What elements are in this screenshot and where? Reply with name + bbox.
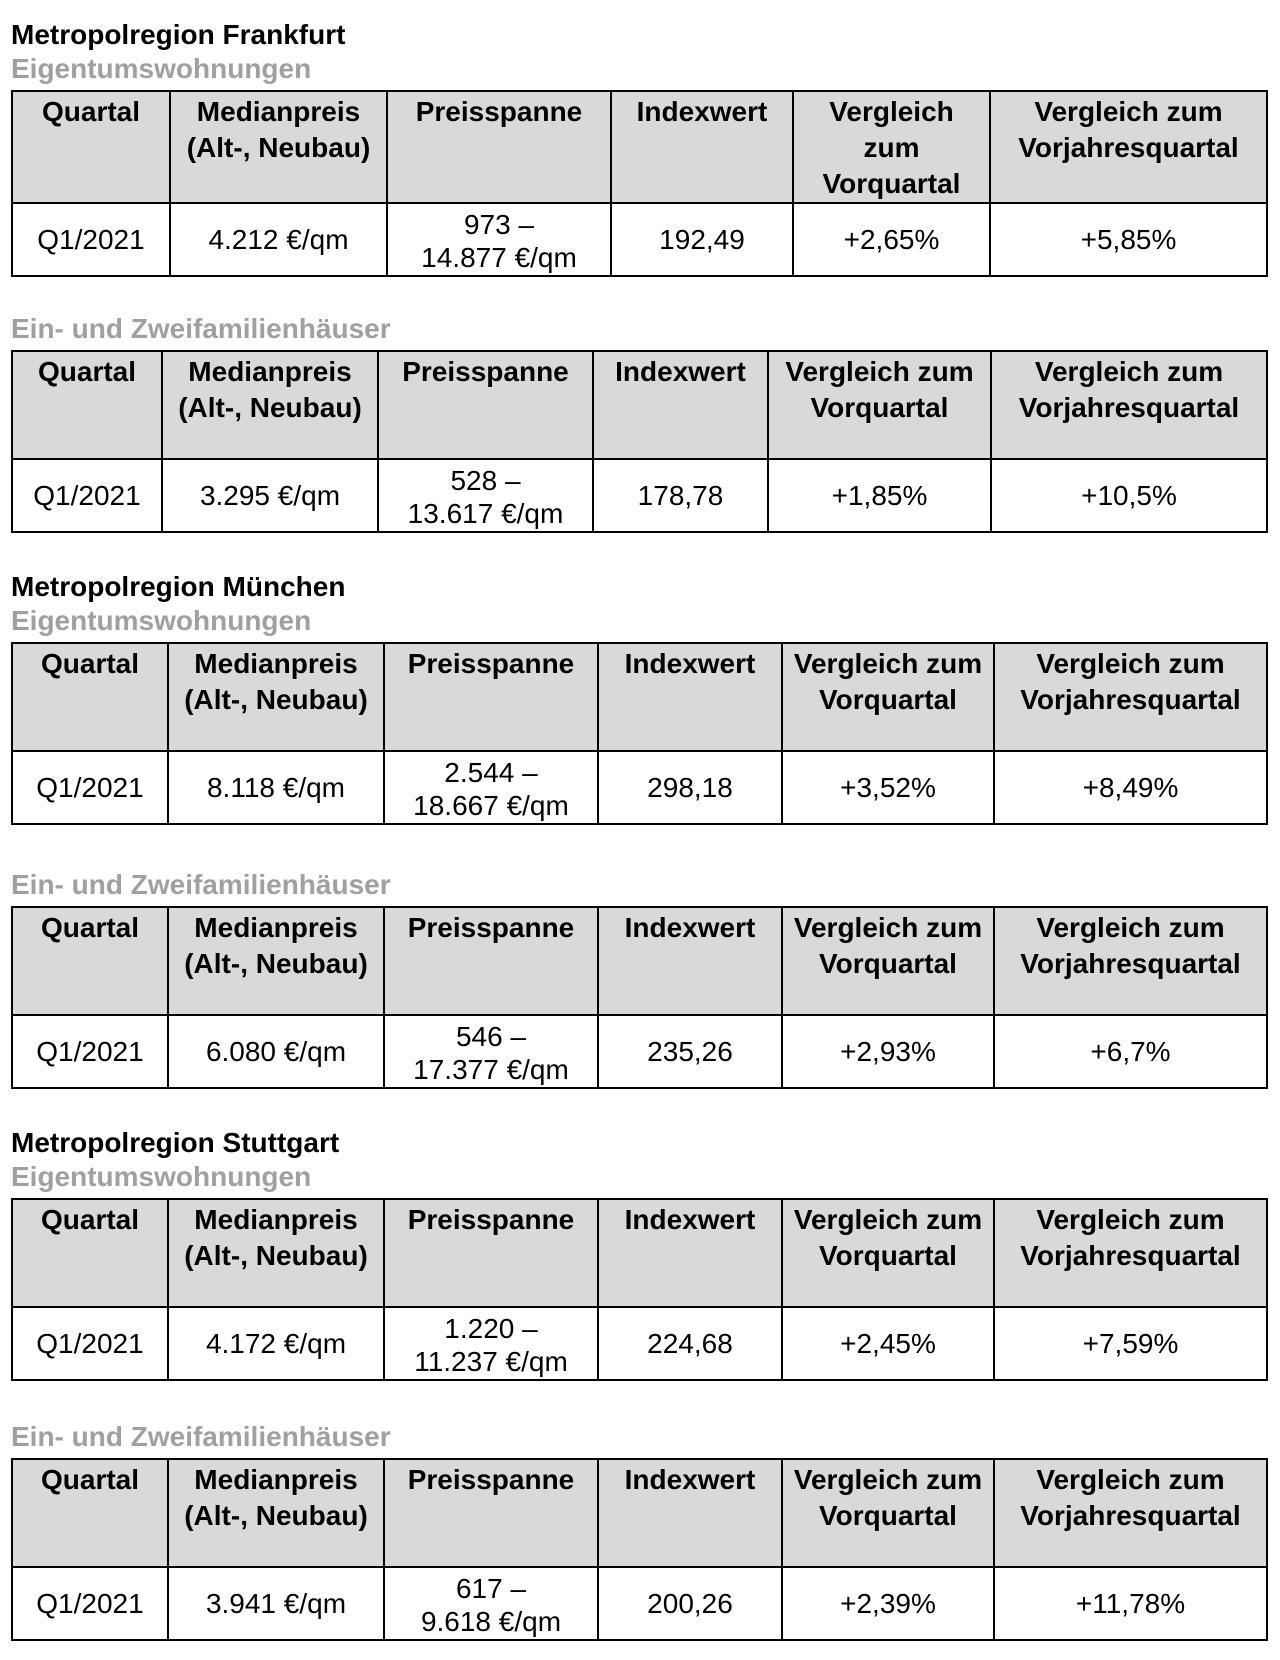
col-header-indexwert: Indexwert <box>598 1199 782 1307</box>
table-muenchen-haeuser <box>11 906 1268 1089</box>
cell-medianpreis: 4.172 €/qm <box>168 1307 384 1380</box>
col-header-medianpreis: Medianpreis (Alt-, Neubau) <box>168 907 384 1015</box>
table-stuttgart-haeuser <box>11 1458 1268 1641</box>
col-header-preisspanne: Preisspanne <box>384 1199 598 1307</box>
header-row <box>12 1199 1267 1307</box>
range-high: 14.877 €/qm <box>421 242 577 273</box>
cell-preisspanne <box>384 1567 598 1640</box>
cell-preisspanne <box>384 751 598 824</box>
range-high: 11.237 €/qm <box>414 1346 568 1377</box>
col-header-vergleich-vorquartal: Vergleich zum Vorquartal <box>782 1459 994 1567</box>
col-header-vergleich-vorquartal: Vergleich zum Vorquartal <box>782 907 994 1015</box>
table-row <box>12 203 1267 276</box>
cell-indexwert: 192,49 <box>611 203 793 276</box>
cell-indexwert: 298,18 <box>598 751 782 824</box>
table-row <box>12 1567 1267 1640</box>
col-header-indexwert: Indexwert <box>598 907 782 1015</box>
cell-medianpreis: 3.295 €/qm <box>162 459 378 532</box>
col-header-medianpreis: Medianpreis (Alt-, Neubau) <box>168 643 384 751</box>
range-high: 17.377 €/qm <box>413 1054 569 1085</box>
col-header-quartal: Quartal <box>12 91 170 203</box>
col-header-preisspanne: Preisspanne <box>384 907 598 1015</box>
col-header-vergleich-vorquartal: Vergleich zum Vorquartal <box>793 91 990 203</box>
col-header-preisspanne: Preisspanne <box>378 351 593 459</box>
cell-vergleich-vorquartal: +2,39% <box>782 1567 994 1640</box>
cell-indexwert: 224,68 <box>598 1307 782 1380</box>
col-header-indexwert: Indexwert <box>598 643 782 751</box>
cell-vergleich-vorjahresquartal: +8,49% <box>994 751 1267 824</box>
region-title-stuttgart: Metropolregion Stuttgart <box>11 1127 340 1158</box>
cell-quartal: Q1/2021 <box>12 751 168 824</box>
cell-quartal: Q1/2021 <box>12 459 162 532</box>
header-row <box>12 91 1267 203</box>
cell-preisspanne <box>384 1307 598 1380</box>
subtitle-stuttgart-wohnungen: Eigentumswohnungen <box>11 1161 312 1192</box>
cell-medianpreis: 3.941 €/qm <box>168 1567 384 1640</box>
table-muenchen-wohnungen <box>11 642 1268 825</box>
table-row <box>12 459 1267 532</box>
cell-vergleich-vorjahresquartal: +5,85% <box>990 203 1267 276</box>
col-header-preisspanne: Preisspanne <box>384 1459 598 1567</box>
col-header-quartal: Quartal <box>12 351 162 459</box>
col-header-preisspanne: Preisspanne <box>387 91 611 203</box>
cell-preisspanne <box>387 203 611 276</box>
range-low: 546 – <box>455 1021 527 1052</box>
col-header-vergleich-vorjahresquartal: Vergleich zum Vorjahresquartal <box>991 351 1267 459</box>
col-header-preisspanne: Preisspanne <box>384 643 598 751</box>
subtitle-muenchen-wohnungen: Eigentumswohnungen <box>11 605 312 636</box>
col-header-indexwert: Indexwert <box>611 91 793 203</box>
cell-indexwert: 200,26 <box>598 1567 782 1640</box>
col-header-vergleich-vorjahresquartal: Vergleich zum Vorjahresquartal <box>994 1459 1267 1567</box>
cell-vergleich-vorquartal: +2,45% <box>782 1307 994 1380</box>
cell-quartal: Q1/2021 <box>12 1307 168 1380</box>
cell-indexwert: 235,26 <box>598 1015 782 1088</box>
region-title-muenchen: Metropolregion München <box>11 571 346 602</box>
range-high: 18.667 €/qm <box>413 790 569 821</box>
cell-preisspanne <box>378 459 593 532</box>
cell-quartal: Q1/2021 <box>12 203 170 276</box>
cell-vergleich-vorquartal: +2,65% <box>793 203 990 276</box>
cell-vergleich-vorquartal: +3,52% <box>782 751 994 824</box>
cell-quartal: Q1/2021 <box>12 1567 168 1640</box>
col-header-vergleich-vorjahresquartal: Vergleich zum Vorjahresquartal <box>990 91 1267 203</box>
col-header-medianpreis: Medianpreis (Alt-, Neubau) <box>162 351 378 459</box>
col-header-quartal: Quartal <box>12 1199 168 1307</box>
col-header-quartal: Quartal <box>12 907 168 1015</box>
range-low: 1.220 – <box>444 1313 538 1344</box>
col-header-quartal: Quartal <box>12 643 168 751</box>
cell-vergleich-vorquartal: +1,85% <box>768 459 991 532</box>
range-low: 617 – <box>455 1573 527 1604</box>
subtitle-frankfurt-wohnungen: Eigentumswohnungen <box>11 53 312 84</box>
col-header-medianpreis: Medianpreis (Alt-, Neubau) <box>170 91 387 203</box>
col-header-vergleich-vorjahresquartal: Vergleich zum Vorjahresquartal <box>994 907 1267 1015</box>
header-row <box>12 907 1267 1015</box>
header-row <box>12 351 1267 459</box>
table-frankfurt-wohnungen <box>11 90 1268 277</box>
col-header-medianpreis: Medianpreis (Alt-, Neubau) <box>168 1199 384 1307</box>
col-header-vergleich-vorquartal: Vergleich zum Vorquartal <box>768 351 991 459</box>
col-header-indexwert: Indexwert <box>598 1459 782 1567</box>
table-frankfurt-haeuser <box>11 350 1268 533</box>
cell-medianpreis: 6.080 €/qm <box>168 1015 384 1088</box>
cell-quartal: Q1/2021 <box>12 1015 168 1088</box>
cell-vergleich-vorjahresquartal: +7,59% <box>994 1307 1267 1380</box>
cell-vergleich-vorjahresquartal: +11,78% <box>994 1567 1267 1640</box>
col-header-medianpreis: Medianpreis (Alt-, Neubau) <box>168 1459 384 1567</box>
cell-preisspanne <box>384 1015 598 1088</box>
cell-indexwert: 178,78 <box>593 459 768 532</box>
table-row <box>12 1307 1267 1380</box>
col-header-vergleich-vorjahresquartal: Vergleich zum Vorjahresquartal <box>994 643 1267 751</box>
region-title-frankfurt: Metropolregion Frankfurt <box>11 19 346 50</box>
subtitle-frankfurt-haeuser: Ein- und Zweifamilienhäuser <box>11 313 391 344</box>
cell-medianpreis: 8.118 €/qm <box>168 751 384 824</box>
cell-vergleich-vorjahresquartal: +10,5% <box>991 459 1267 532</box>
subtitle-muenchen-haeuser: Ein- und Zweifamilienhäuser <box>11 869 391 900</box>
col-header-quartal: Quartal <box>12 1459 168 1567</box>
table-row <box>12 1015 1267 1088</box>
col-header-vergleich-vorquartal: Vergleich zum Vorquartal <box>782 643 994 751</box>
cell-vergleich-vorquartal: +2,93% <box>782 1015 994 1088</box>
range-low: 528 – <box>450 465 521 496</box>
range-low: 2.544 – <box>444 757 538 788</box>
subtitle-stuttgart-haeuser: Ein- und Zweifamilienhäuser <box>11 1421 391 1452</box>
col-header-indexwert: Indexwert <box>593 351 768 459</box>
cell-medianpreis: 4.212 €/qm <box>170 203 387 276</box>
range-high: 13.617 €/qm <box>407 498 564 529</box>
col-header-vergleich-vorquartal: Vergleich zum Vorquartal <box>782 1199 994 1307</box>
range-low: 973 – <box>463 209 535 240</box>
col-header-vergleich-vorjahresquartal: Vergleich zum Vorjahresquartal <box>994 1199 1267 1307</box>
cell-vergleich-vorjahresquartal: +6,7% <box>994 1015 1267 1088</box>
header-row <box>12 1459 1267 1567</box>
range-high: 9.618 €/qm <box>420 1606 562 1637</box>
table-row <box>12 751 1267 824</box>
table-stuttgart-wohnungen <box>11 1198 1268 1381</box>
header-row <box>12 643 1267 751</box>
